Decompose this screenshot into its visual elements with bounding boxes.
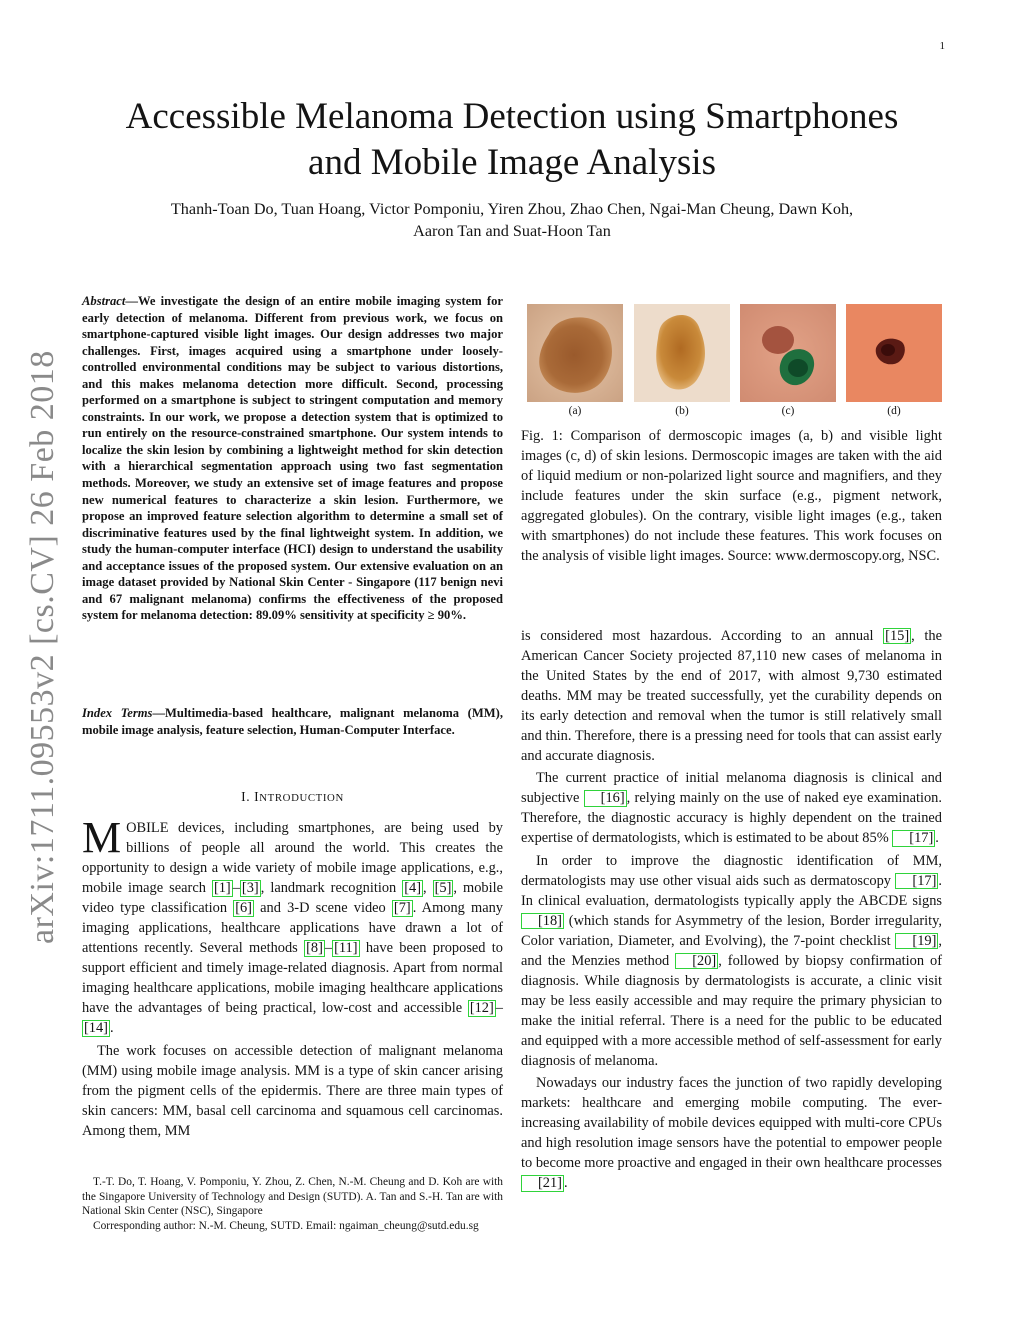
section-title-initial: I bbox=[254, 789, 260, 804]
figure-caption: Fig. 1: Comparison of dermoscopic images (a, b) and visible light images (c, d) of skin lesions. Dermoscopic images are taken with the aid of liquid medium or non-polarized light source and magnifiers, and they include features under the skin surface (e.g., pigment network, aggregated globules). On the contrary, visible light images (e.g., taken with smartphones) do not include these features. This work focuses on the analysis of visible light images. Source: www.dermoscopy.org, NSC. bbox=[521, 428, 942, 565]
text-span: . bbox=[563, 1175, 568, 1192]
text-span: and 3-D scene video bbox=[253, 900, 392, 917]
text-span: . In clinical evaluation, dermatologists typically apply the ABCDE signs bbox=[521, 872, 942, 909]
citation-link[interactable]: [15] bbox=[885, 628, 910, 644]
text-span: , followed by biopsy confirmation of diagnosis. While diagnosis by dermatologists is accurate, a clinic visit may be less easily accessible and may require the primary physician to make the initial referral. There is a need for the public to be educated and equipped with a more accessible method of self-assessment for early diagnosis of melanoma. bbox=[521, 952, 942, 1069]
text-span: – bbox=[232, 880, 240, 897]
intro-paragraph-6 bbox=[521, 1073, 942, 1193]
section-title-rest: NTRODUCTION bbox=[259, 792, 344, 804]
citation-link[interactable]: [18] bbox=[521, 913, 564, 929]
section-heading bbox=[82, 789, 503, 805]
title-line-2: and Mobile Image Analysis bbox=[308, 142, 716, 183]
text-span: . Among many imaging applications, healthcare applications have drawn a lot of attentions recently. Several methods bbox=[82, 900, 503, 957]
section-number: I. bbox=[241, 789, 255, 804]
text-span: , bbox=[423, 880, 433, 897]
text-span: , mobile video type classification bbox=[82, 880, 504, 917]
intro-paragraph-4 bbox=[521, 768, 942, 848]
citation-link[interactable]: [19] bbox=[895, 933, 938, 949]
text-span: is considered most hazardous. According to an annual bbox=[521, 628, 884, 644]
intro-paragraph-1 bbox=[82, 813, 504, 1039]
page-number: 1 bbox=[939, 40, 945, 52]
footnote-corresponding: Corresponding author: N.-M. Cheung, SUTD. Email: ngaiman_cheung@sutd.edu.sg bbox=[93, 1220, 479, 1233]
citation-link[interactable]: [8] bbox=[306, 940, 323, 957]
figure-label-a: (a) bbox=[568, 405, 582, 417]
intro-left-column bbox=[82, 813, 504, 1141]
intro-paragraph-3 bbox=[521, 626, 942, 766]
text-span: , the American Cancer Society projected 87,110 new cases of melanoma in the United States by the end of 2017, with almost 9,730 estimated deaths. MM may be treated successfully, yet the curability depends on its early detection and removal when the tumor is still relatively small and thin. Therefore, there is a pressing need for tools that can assist early and accurate diagnosis. bbox=[521, 628, 942, 765]
abstract-text: —We investigate the design of an entire mobile imaging system for early detection of melanoma. Different from previous work, we focus on smartphone-captured visible light images. Our design addresses two major challenges. First, images acquired using a smartphone under loosely-controlled environmental conditions may be subject to various distortions, and this makes melanoma detection more difficult. Second, processing performed on a smartphone is subject to stringent computation and memory constraints. In our work, we propose a detection system that is optimized to run entirely on the resource-constrained smartphone. Our system intends to localize the skin lesion by combining a lightweight method for skin detection with a hierarchical segmentation approach using two fast segmentation methods. Moreover, we study an extensive set of image features and propose new numerical features to characterize a skin lesion. Furthermore, we propose an improved feature selection algorithm to determine a small set of discriminative features used by the final lightweight system. In addition, we study the human-computer interface (HCI) design to understand the usability and acceptance issues of the proposed system. Our extensive evaluation on an image dataset provided by National Skin Center - Singapore (117 benign nevi and 67 malignant melanoma) confirms the effectiveness of the proposed system for melanoma detection: 89.09% sensitivity at specificity ≥ 90%. bbox=[82, 294, 503, 623]
citation-link[interactable]: [14] bbox=[84, 1020, 108, 1037]
citation-link[interactable]: [7] bbox=[393, 900, 411, 917]
author-list bbox=[90, 198, 934, 242]
citation-link[interactable]: [17] bbox=[892, 830, 935, 846]
citation-link[interactable]: [17] bbox=[895, 873, 938, 889]
text-span: have been proposed to support efficient and timely image-related diagnosis. Apart from normal imaging healthcare applications, mobile imaging healthcare applications have the advantages of being practical, low-cost and accessible bbox=[82, 940, 503, 1017]
abstract-label: Abstract bbox=[82, 294, 126, 308]
citation-link[interactable]: [4] bbox=[404, 880, 422, 897]
intro-right-column bbox=[521, 626, 942, 1193]
authors-line-1: Thanh-Toan Do, Tuan Hoang, Victor Pomponiu, Yiren Zhou, Zhao Chen, Ngai-Man Cheung, Dawn Koh, bbox=[170, 200, 854, 218]
arxiv-stamp: arXiv:1711.09553v2 [cs.CV] 26 Feb 2018 bbox=[24, 350, 61, 944]
citation-link[interactable]: [16] bbox=[584, 790, 627, 806]
text-span: (which stands for Asymmetry of the lesion, Border irregularity, Color variation, Diameter, and Evolving), the 7-point checklist bbox=[521, 912, 942, 949]
dropcap: M bbox=[82, 813, 122, 862]
authors-line-2: Aaron Tan and Suat-Hoon Tan bbox=[413, 222, 611, 240]
abstract bbox=[82, 293, 503, 624]
text-span: . bbox=[935, 830, 939, 847]
citation-link[interactable]: [11] bbox=[334, 940, 358, 957]
citation-link[interactable]: [12] bbox=[469, 1000, 494, 1017]
citation-link[interactable]: [21] bbox=[521, 1175, 564, 1191]
footnote bbox=[82, 1175, 503, 1234]
index-terms-text: —Multimedia-based healthcare, malignant melanoma (MM), mobile image analysis, feature selection, Human-Computer Interface. bbox=[82, 706, 503, 737]
text-span: , relying mainly on the use of naked eye examination. Therefore, the diagnostic accuracy is highly dependent on the trained expertise of dermatologists, which is estimated to be about 85% bbox=[521, 790, 942, 847]
index-terms-label: Index Terms bbox=[82, 706, 153, 720]
figure-label-d: (d) bbox=[887, 405, 901, 417]
text-span: Nowadays our industry faces the junction of two rapidly developing markets: healthcare and emerging mobile computing. The ever-increasing availability of mobile devices equipped with multi-core CPUs and high resolution image sensors have the potential to empower people to become more proactive and engaged in their own healthcare processes bbox=[521, 1075, 942, 1172]
citation-link[interactable]: [20] bbox=[675, 953, 718, 969]
intro-paragraph-2: The work focuses on accessible detection of malignant melanoma (MM) using mobile image analysis. MM is a type of skin cancer arising from the pigment cells of the epidermis. There are three main types of skin cancers: MM, basal cell carcinoma and squamous cell carcinomas. Among them, MM bbox=[82, 1042, 503, 1139]
citation-link[interactable]: [6] bbox=[235, 900, 252, 917]
visible-light-image-d bbox=[846, 304, 942, 402]
text-span: OBILE devices, including smartphones, are being used by billions of people all around the world. This creates the opportunity to design a wide variety of mobile image applications, e.g., mobile image search bbox=[82, 820, 503, 897]
text-span: In order to improve the diagnostic identification of MM, dermatologists may use other visual aids such as dermatoscopy bbox=[521, 852, 942, 889]
citation-link[interactable]: [5] bbox=[434, 880, 452, 897]
text-span: . bbox=[109, 1020, 114, 1037]
title-line-1: Accessible Melanoma Detection using Smartphones bbox=[125, 96, 899, 137]
text-span: , and the Menzies method bbox=[521, 932, 942, 969]
dermoscopic-image-b bbox=[634, 304, 730, 402]
text-span: – bbox=[324, 940, 333, 957]
text-span: The current practice of initial melanoma diagnosis is clinical and subjective bbox=[521, 770, 942, 807]
text-span: – bbox=[495, 1000, 503, 1017]
dermoscopic-image-a bbox=[527, 304, 623, 402]
figure-label-b: (b) bbox=[675, 405, 689, 417]
citation-link[interactable]: [1] bbox=[213, 880, 231, 897]
paper-title bbox=[60, 94, 964, 186]
text-span: , landmark recognition bbox=[260, 880, 403, 897]
intro-paragraph-5 bbox=[521, 851, 942, 1072]
visible-light-image-c bbox=[740, 304, 836, 402]
citation-link[interactable]: [3] bbox=[241, 880, 259, 897]
footnote-affiliations: T.-T. Do, T. Hoang, V. Pomponiu, Y. Zhou, Z. Chen, N.-M. Cheung and D. Koh are with the Singapore University of Technology and Design (SUTD). A. Tan and S.-H. Tan are with National Skin Center (NSC), Singapore bbox=[82, 1176, 503, 1218]
figure-label-c: (c) bbox=[781, 405, 795, 417]
index-terms bbox=[82, 705, 503, 738]
